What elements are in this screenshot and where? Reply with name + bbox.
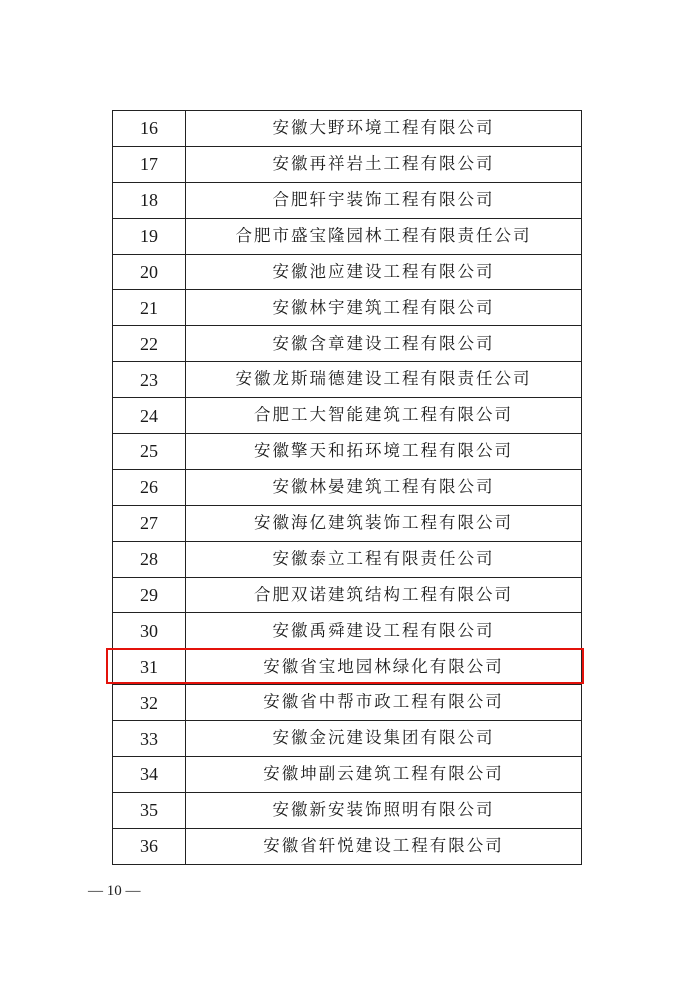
table-row xyxy=(113,792,582,828)
company-name: 合肥双诺建筑结构工程有限公司 xyxy=(186,577,582,613)
company-list-table xyxy=(112,110,582,865)
row-number: 34 xyxy=(113,757,186,793)
company-name: 安徽再祥岩土工程有限公司 xyxy=(186,146,582,182)
row-number: 22 xyxy=(113,326,186,362)
company-name: 安徽林晏建筑工程有限公司 xyxy=(186,469,582,505)
table-row xyxy=(113,469,582,505)
company-name: 安徽新安装饰照明有限公司 xyxy=(186,792,582,828)
table-body xyxy=(113,111,582,865)
table-row xyxy=(113,290,582,326)
company-name: 安徽禹舜建设工程有限公司 xyxy=(186,613,582,649)
table-row xyxy=(113,577,582,613)
row-number: 16 xyxy=(113,111,186,147)
row-number: 23 xyxy=(113,362,186,398)
page-number: — 10 — xyxy=(88,883,141,899)
row-number: 17 xyxy=(113,146,186,182)
company-name: 合肥轩宇装饰工程有限公司 xyxy=(186,182,582,218)
company-name: 安徽林宇建筑工程有限公司 xyxy=(186,290,582,326)
row-number: 29 xyxy=(113,577,186,613)
company-name: 合肥市盛宝隆园林工程有限责任公司 xyxy=(186,218,582,254)
company-name: 安徽大野环境工程有限公司 xyxy=(186,111,582,147)
table-row-highlighted xyxy=(113,649,582,685)
table-row xyxy=(113,613,582,649)
table-row xyxy=(113,326,582,362)
row-number: 19 xyxy=(113,218,186,254)
company-name: 安徽泰立工程有限责任公司 xyxy=(186,541,582,577)
row-number: 27 xyxy=(113,505,186,541)
row-number: 35 xyxy=(113,792,186,828)
table-row xyxy=(113,254,582,290)
table-row xyxy=(113,111,582,147)
table-row xyxy=(113,434,582,470)
row-number: 25 xyxy=(113,434,186,470)
table-row xyxy=(113,541,582,577)
row-number: 30 xyxy=(113,613,186,649)
company-name: 安徽坤副云建筑工程有限公司 xyxy=(186,757,582,793)
table-row xyxy=(113,757,582,793)
row-number: 20 xyxy=(113,254,186,290)
row-number: 32 xyxy=(113,685,186,721)
table-row xyxy=(113,182,582,218)
row-number: 21 xyxy=(113,290,186,326)
company-name: 安徽省中帮市政工程有限公司 xyxy=(186,685,582,721)
company-name: 安徽海亿建筑装饰工程有限公司 xyxy=(186,505,582,541)
company-name: 合肥工大智能建筑工程有限公司 xyxy=(186,398,582,434)
row-number: 28 xyxy=(113,541,186,577)
table-row xyxy=(113,218,582,254)
table-row xyxy=(113,398,582,434)
table-row xyxy=(113,146,582,182)
row-number: 18 xyxy=(113,182,186,218)
table-row xyxy=(113,362,582,398)
table-row xyxy=(113,505,582,541)
company-name: 安徽含章建设工程有限公司 xyxy=(186,326,582,362)
company-name: 安徽擎天和拓环境工程有限公司 xyxy=(186,434,582,470)
table-row xyxy=(113,828,582,864)
table-row xyxy=(113,721,582,757)
company-name: 安徽省轩悦建设工程有限公司 xyxy=(186,828,582,864)
row-number: 36 xyxy=(113,828,186,864)
company-name: 安徽金沅建设集团有限公司 xyxy=(186,721,582,757)
company-name: 安徽省宝地园林绿化有限公司 xyxy=(186,649,582,685)
company-name: 安徽龙斯瑞德建设工程有限责任公司 xyxy=(186,362,582,398)
row-number: 26 xyxy=(113,469,186,505)
company-name: 安徽池应建设工程有限公司 xyxy=(186,254,582,290)
table-row xyxy=(113,685,582,721)
row-number: 33 xyxy=(113,721,186,757)
row-number: 24 xyxy=(113,398,186,434)
row-number: 31 xyxy=(113,649,186,685)
